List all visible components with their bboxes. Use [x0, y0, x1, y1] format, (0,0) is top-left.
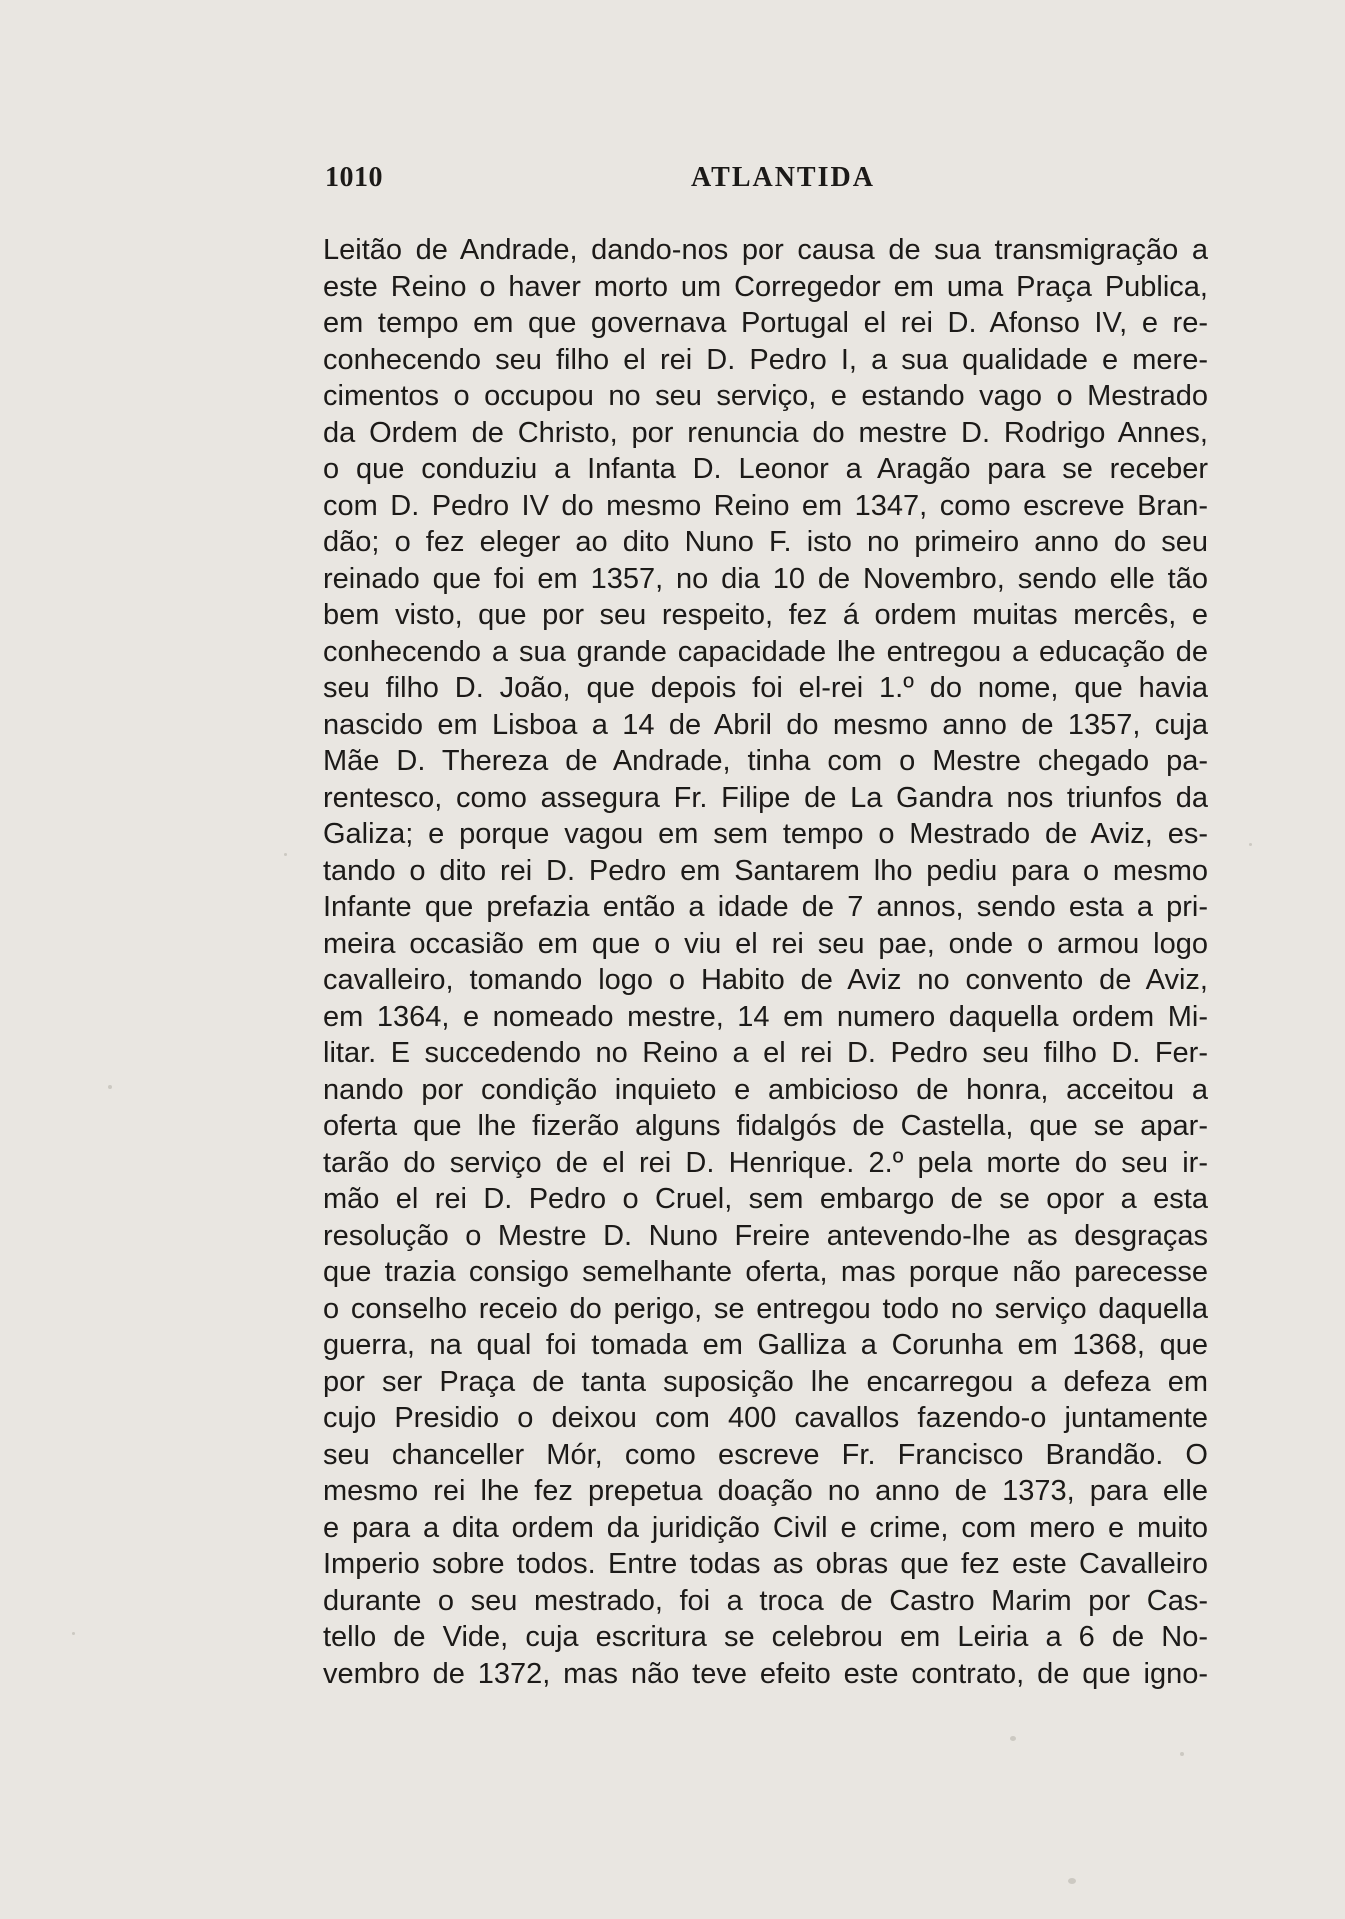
text-line: Imperio sobre todos. Entre todas as obras que fez este Cavalleiro [323, 1548, 1208, 1580]
paper-speck [1180, 1752, 1184, 1756]
text-line: mão el rei D. Pedro o Cruel, sem embargo de se opor a esta [323, 1183, 1208, 1215]
text-line: tarão do serviço de el rei D. Henrique. 2.º pela morte do seu ir- [323, 1146, 1208, 1179]
text-line: seu chanceller Mór, como escreve Fr. Francisco Brandão. O [323, 1438, 1208, 1471]
text-line: o conselho receio do perigo, se entregou todo no serviço daquella [323, 1292, 1208, 1325]
paper-speck [108, 1085, 112, 1089]
text-line: Mãe D. Thereza de Andrade, tinha com o Mestre chegado pa- [323, 745, 1208, 777]
text-line: conhecendo seu filho el rei D. Pedro I, a sua qualidade e mere- [323, 343, 1208, 376]
text-line: da Ordem de Christo, por renuncia do mestre D. Rodrigo Annes, [323, 416, 1208, 449]
text-line: dão; o fez eleger ao dito Nuno F. isto no primeiro anno do seu [323, 526, 1208, 558]
paper-speck [1010, 1736, 1016, 1741]
text-line: guerra, na qual foi tomada em Galliza a Corunha em 1368, que [323, 1329, 1208, 1361]
text-line: por ser Praça de tanta suposição lhe encarregou a defeza em [323, 1365, 1208, 1398]
text-line: seu filho D. João, que depois foi el-rei 1.º do nome, que havia [323, 672, 1208, 704]
text-line: meira occasião em que o viu el rei seu pae, onde o armou logo [323, 927, 1208, 960]
text-line: litar. E succedendo no Reino a el rei D. Pedro seu filho D. Fer- [323, 1037, 1208, 1069]
page-number: 1010 [325, 162, 383, 193]
text-line: em tempo em que governava Portugal el rei D. Afonso IV, e re- [323, 307, 1208, 339]
paper-speck [1068, 1878, 1076, 1884]
text-line: cimentos o occupou no seu serviço, e estando vago o Mestrado [323, 380, 1208, 412]
text-line: tando o dito rei D. Pedro em Santarem lho pediu para o mesmo [323, 854, 1208, 887]
text-line: que trazia consigo semelhante oferta, mas porque não parecesse [323, 1256, 1208, 1288]
text-line: Infante que prefazia então a idade de 7 annos, sendo esta a pri- [323, 891, 1208, 923]
text-line: este Reino o haver morto um Corregedor em uma Praça Publica, [323, 270, 1208, 303]
text-line: conhecendo a sua grande capacidade lhe entregou a educação de [323, 635, 1208, 668]
text-line: cavalleiro, tomando logo o Habito de Aviz no convento de Aviz, [323, 964, 1208, 996]
text-line: tello de Vide, cuja escritura se celebrou em Leiria a 6 de No- [323, 1621, 1208, 1653]
text-line: reinado que foi em 1357, no dia 10 de Novembro, sendo elle tão [323, 562, 1208, 595]
text-line: com D. Pedro IV do mesmo Reino em 1347, como escreve Bran- [323, 489, 1208, 522]
text-line: bem visto, que por seu respeito, fez á ordem muitas mercês, e [323, 599, 1208, 631]
text-line: o que conduziu a Infanta D. Leonor a Aragão para se receber [323, 453, 1208, 485]
text-line: mesmo rei lhe fez prepetua doação no anno de 1373, para elle [323, 1475, 1208, 1507]
text-line: resolução o Mestre D. Nuno Freire antevendo-lhe as desgraças [323, 1219, 1208, 1252]
text-line: nascido em Lisboa a 14 de Abril do mesmo anno de 1357, cuja [323, 708, 1208, 741]
text-line: Galiza; e porque vagou em sem tempo o Mestrado de Aviz, es- [323, 818, 1208, 850]
text-line: durante o seu mestrado, foi a troca de Castro Marim por Cas- [323, 1584, 1208, 1617]
paper-speck [1249, 843, 1252, 846]
text-line: em 1364, e nomeado mestre, 14 em numero daquella ordem Mi- [323, 1000, 1208, 1033]
text-line: vembro de 1372, mas não teve efeito este contrato, de que igno- [323, 1657, 1208, 1690]
text-line: nando por condição inquieto e ambicioso de honra, acceitou a [323, 1073, 1208, 1106]
text-line: Leitão de Andrade, dando-nos por causa de sua transmigração a [323, 234, 1208, 266]
text-line: cujo Presidio o deixou com 400 cavallos fazendo-o juntamente [323, 1402, 1208, 1434]
text-line: rentesco, como assegura Fr. Filipe de La Gandra nos triunfos da [323, 781, 1208, 814]
page-header [325, 162, 1235, 202]
body-text [323, 232, 1208, 1692]
text-line: e para a dita ordem da juridição Civil e crime, com mero e muito [323, 1511, 1208, 1544]
text-line: oferta que lhe fizerão alguns fidalgós de Castella, que se apar- [323, 1110, 1208, 1142]
paper-speck [72, 1632, 75, 1635]
running-title: ATLANTIDA [691, 162, 875, 193]
paper-speck [284, 853, 287, 856]
